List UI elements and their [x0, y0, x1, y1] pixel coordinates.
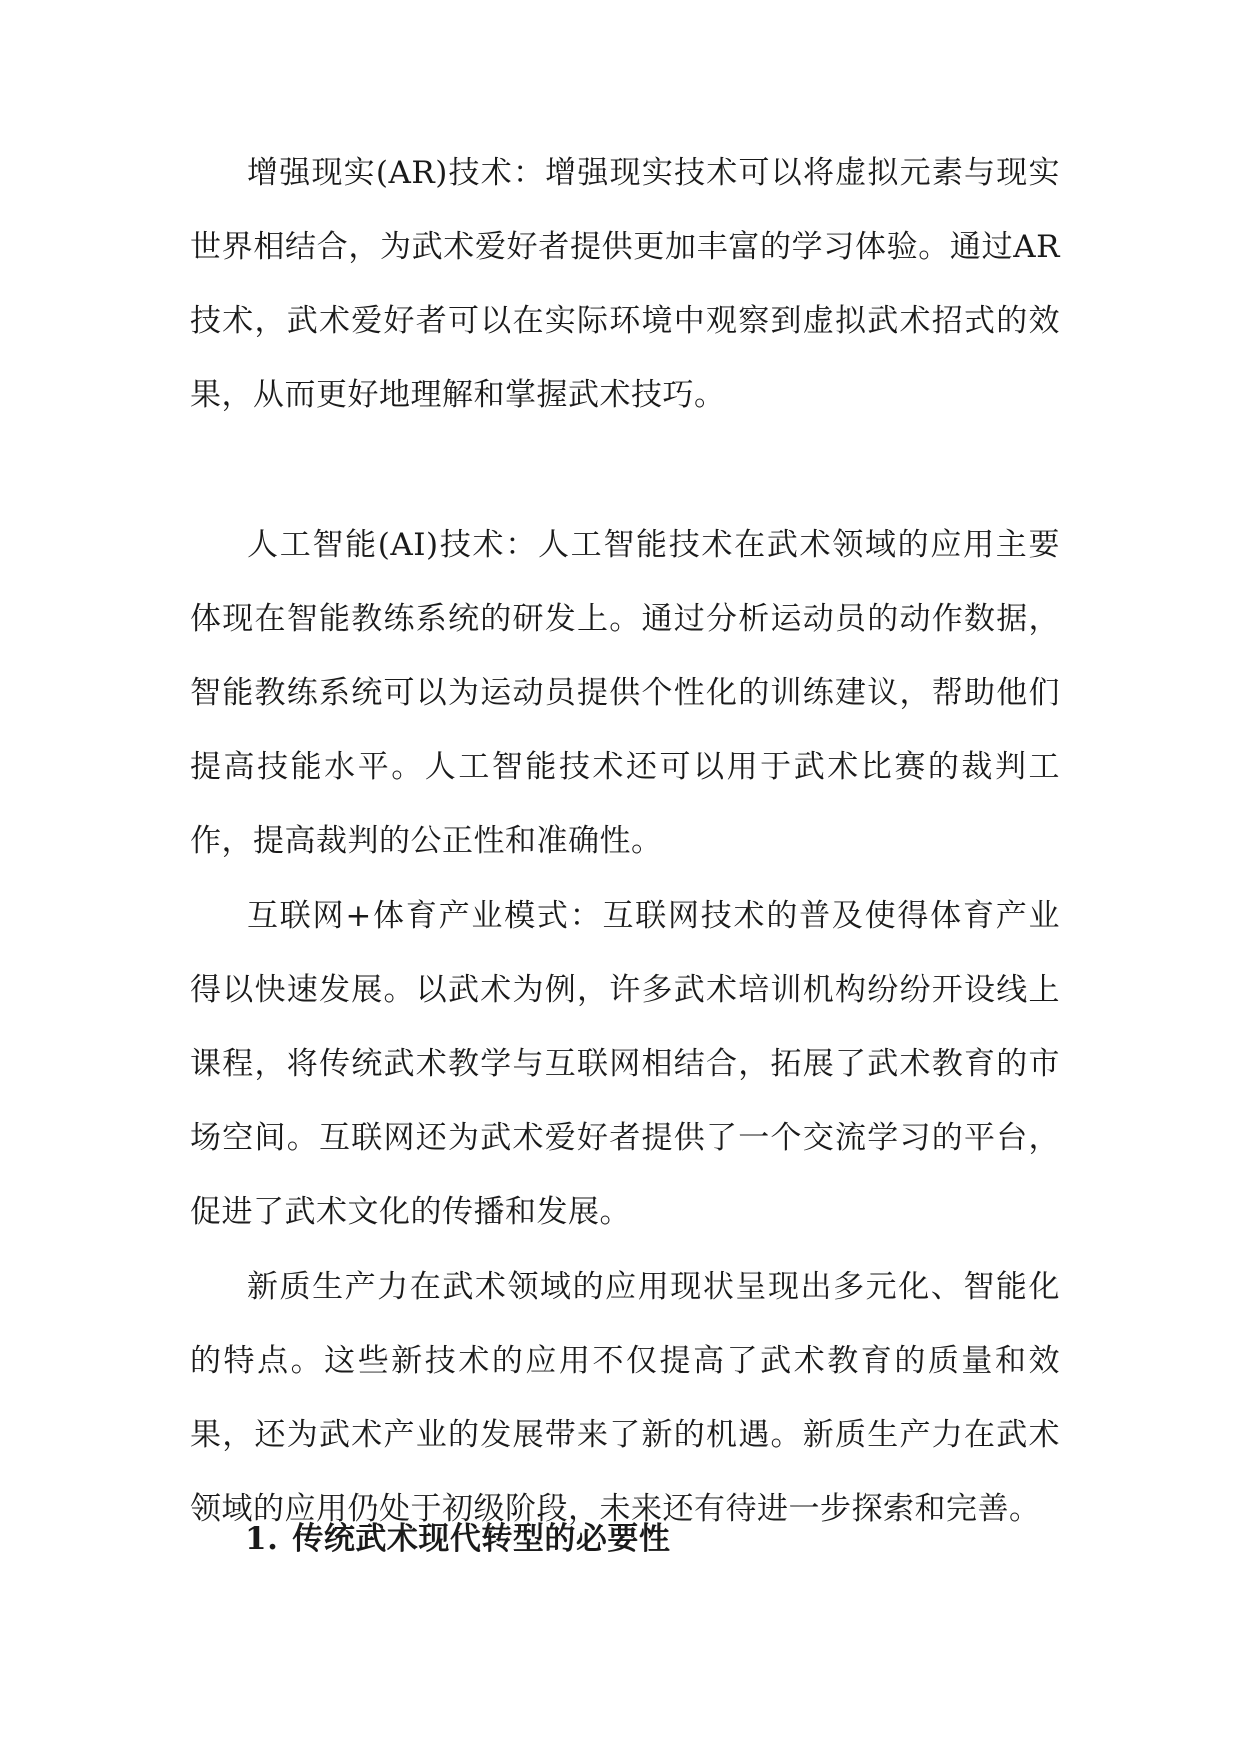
paragraph-internet-sports-industry: 互联网+体育产业模式：互联网技术的普及使得体育产业得以快速发展。以武术为例，许多武术培训机构纷纷开设线上课程，将传统武术教学与互联网相结合，拓展了武术教育的市场空间。互联网还为武术爱好者提供了一个交流学习的平台，促进了武术文化的传播和发展。: [190, 898, 1060, 1230]
section-heading: [245, 1514, 670, 1564]
paragraph-ar-technology: 增强现实(AR)技术：增强现实技术可以将虚拟元素与现实世界相结合，为武术爱好者提供更加丰富的学习体验。通过AR技术，武术爱好者可以在实际环境中观察到虚拟武术招式的效果，从而更好地理解和掌握武术技巧。: [190, 155, 1060, 413]
section-title: 传统武术现代转型的必要性: [292, 1521, 671, 1557]
paragraph-summary: 新质生产力在武术领域的应用现状呈现出多元化、智能化的特点。这些新技术的应用不仅提高了武术教育的质量和效果，还为武术产业的发展带来了新的机遇。新质生产力在武术领域的应用仍处于初级阶段，未来还有待进一步探索和完善。: [190, 1269, 1060, 1527]
section-number: 1.: [245, 1521, 279, 1557]
paragraph-ai-technology: 人工智能(AI)技术：人工智能技术在武术领域的应用主要体现在智能教练系统的研发上。通过分析运动员的动作数据，智能教练系统可以为运动员提供个性化的训练建议，帮助他们提高技能水平。人工智能技术还可以用于武术比赛的裁判工作，提高裁判的公正性和准确性。: [190, 527, 1060, 859]
